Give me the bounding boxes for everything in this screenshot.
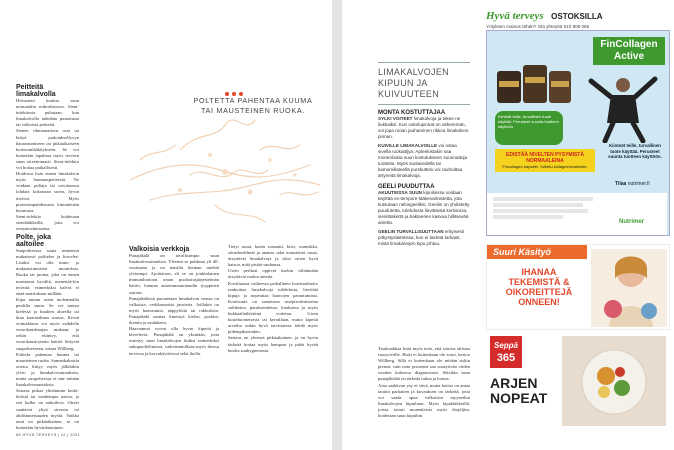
nutrimer-logo: Nutrimer xyxy=(619,219,645,225)
seppa-title-line: NOPEAT xyxy=(490,390,548,406)
suuri-line: OIKOREITTEJÄ xyxy=(505,287,573,297)
fin-order-url[interactable]: nutrimer.fi xyxy=(627,181,650,187)
paragraph: Aina saakkvan ysy ei sitvä, mutta hoitoa on antaa tautiin parhaiten ja kuvauksen on tärkeää, jotta voi saada apua valkoisiin myyneihin limakalvojen kipuiluun. Myös kipulääkkeillä, joissa toimii monenlaisia myös ihojäljiin, hoidetaan suun kipuihin. xyxy=(378,382,470,419)
paragraph: Punajäkälä on tavallisimpia suun limakalvosairauksia. Yleensä se puhkeaa yli 40-vuotiaana ja on naisilla hieman miehiä yleisempi. Ajoittaisen, eli se on jonkinlainen immunihoitoon oman puolustusjärjestelmän häiriö, hieman autoimmuunitaudin tyyppinen sairaus. xyxy=(129,253,219,295)
paragraph: Sieni-infektio hoidetaan sienilääkkeillä, joita voi reseptivalmisteina. xyxy=(16,213,79,231)
fincollagen-ad[interactable] xyxy=(486,30,670,236)
suuri-headline xyxy=(493,267,585,307)
sidebar-title: LIMAKALVOJEN KIPUUN JA KUIVUUTEEN xyxy=(378,67,449,99)
suuri-line: ONNEEN! xyxy=(518,297,560,307)
lead-text: AKUUTEISSA SUUN xyxy=(378,190,422,195)
paragraph: Tautitaakkaa lisää myös tieto, että sairaus altistaa suusyövälle. Riski ei kuitenkaan ole suuri, kertoo Willberg. Sillä ei kuitenkaan ole mitään riskin piensä: vain noin prosentti saa suusyövän viiden vuoden kuluessa diagnoosista. Siksikin suun punajäkälää on tärkeää tutkia ja hoitaa. xyxy=(378,346,470,382)
column-2 xyxy=(129,246,219,357)
right-text-column xyxy=(378,346,470,419)
suuri-logo: Suuri Käsityö xyxy=(487,245,587,259)
fin-side-text: Kiinteät teille, turvallinen tuote käyttää. Perusteet suunta tuotteen käyttöön. xyxy=(608,143,662,160)
seppa-logo-line2: 365 xyxy=(496,352,516,364)
paragraph: Sienen rihmamaisten osat tai bittyä pudotuksellyvyn haurastumiseen tai pitkäaikaiseen kortisonilääkitykseen. Se voi kuitenkin tapahtua myös terveen suun oireettomasti. Sieni-infektio voi hoitaa paikallisesti. xyxy=(16,128,79,171)
sidebar-paragraph xyxy=(378,229,470,247)
paragraph: Tietyt ruuat, kuten tomaatti, kiivi, mansikka, sitrushedelmät ja ananas sekä mausteiset ruuat, ärsyttävät limakalvoja ja siksi oirien hyvä katsoa, mitä pistää suuhunsa. xyxy=(228,244,318,268)
fin-info-line xyxy=(493,203,583,207)
sidebar-text: erityisesti pitkystyslaitteissa, kun ei tiedetä tarkasti, mistä limakalvojen kipu johtuu. xyxy=(378,229,465,246)
jar-label xyxy=(525,77,545,83)
product-jar xyxy=(523,65,547,103)
paragraph: Suupoltteessa suuta nimenssä mukaisesti polttelee ja kirvelee. Lisäksi voi olla tunto- ja makuaistimusten muutoksia. Ruoka tai juoma, joka on ennen maistunut hyvältä, menettää-kin terävää: esimerkiksi kalvot ei enää maistukaan millään. xyxy=(16,248,79,296)
sidebar-text: limakalvoja ja tekee ne liukkaiksi. Kun voitelupinnat on vähemmän, voi jopa ruoan jauhaminen rikkoa limakalvon pinnan. xyxy=(378,116,469,139)
seppa-logo-line1: Seppä xyxy=(493,341,518,350)
sidebar-paragraph xyxy=(378,190,470,226)
pull-quote-line2: TAI MAUSTEINEN RUOKA. xyxy=(200,106,306,115)
lead-text: SYLKI VOITEET xyxy=(378,116,413,121)
sidebar-paragraph xyxy=(378,116,470,140)
woman-with-yarn-photo xyxy=(591,249,667,327)
ads-subtitle: Yrityksen mainos tähän? Ota yhteyttä 010 808 085 xyxy=(486,24,590,29)
fin-logo-line1: FinCollagen xyxy=(600,39,658,50)
paragraph: Kipu tuntuu usein molemmilla puolilla suuta. Se voi tuntua kielessä ja huulten alueella tai ikan kauttaaltaan suussa. Kivun voimakkuus voi myös vaihdella vuorokaudenajan mukaan; ja oekin esiintyy, että vuorokausirytmin häiriöt liittyvät suupoltteeseen, toteaa Willberg. xyxy=(16,296,79,351)
suuri-line: IHANAA xyxy=(521,267,557,277)
paragraph: Sairaus pitkaa yhtiäinmin keski-ikäisiä tai vanhempia naisia, ja sen kulku on aaltoileva. Oireet saattavat yltyä stressin tai ahdistuneisuuden myötä. Vaikka tauti on pitkäaikainen, se on kuitenkin hyvänlaatuinen. xyxy=(16,388,79,430)
fin-yellow-sub: Fincollagen kapselit. Tutkittu kollageenivalmiste. xyxy=(502,164,588,169)
fin-info-line xyxy=(493,215,563,219)
fin-bubble: Kiinteät teille, turvallinen tuote käyttää. Perusteet suunta tuotteen käyttöön. xyxy=(495,111,563,145)
heading-valkoisia: Valkoisia verkkoja xyxy=(129,246,190,253)
paragraph: Haavaumat voivat olla hyvin kipeitä ja kirveleviä. Punajäkälä on yksinään, joita esiintyy suun limakalvojen lisäksi esimerkiksi sukupuolielimissä, vatkeirmmillaan myös ihossa tervessa ja korvakäytävissä sekä iholla. xyxy=(129,326,219,356)
fin-yellow-box xyxy=(495,149,595,172)
ads-header xyxy=(486,6,666,29)
column-1 xyxy=(16,84,79,431)
column-3 xyxy=(228,244,318,354)
paragraph: Hoidossa lisäs ennen limakalvon myös harmaaspeiteestä. Ne voidaan poltaja tai tarvittaessa lohdata kokonaan usein, hyvin tiiviisti. Myös proteesinpuhdistusta kiinnitetään huomiota. xyxy=(16,171,79,213)
sidebar-text: voi ostaa sivellä ruokaöljyä. Apteekistakin saa monenlaisia suun kostutukseen suunnattuja tuotteita. Myös suolavedellä tai kamomillateellä purskuttelu voi rauhoittaa ärtyneitä limakalvoja. xyxy=(378,143,468,178)
paragraph: Sairaus on yleensä pitkäaikainen, ja on hyvin tärkeää hoitaa myös hampaat ja pitää hyvää huolta suuhygieniasta. xyxy=(228,335,318,353)
sidebar-text: kipuiloissa voidaan käyttää ex-tempore-lääkevalmistetta, jota kutsutaan nelosgeeliksi. Geeliin on yhdistetty puudutetta, tulehdusta lievittävää kortisonia, sienilääkettä ja bakteerien kasvua hillitsevää ainetta. xyxy=(378,190,470,225)
right-page xyxy=(342,0,674,450)
paragraph: Hiivasieni kuuluu suun normaaliin mikrobistoon. Sieni-infektiosta puhutaan, kun limakalvolla nähdään punottusta tai valkoisia peitteitä. xyxy=(16,98,79,128)
brand-logo: Hyvä terveys xyxy=(486,10,544,22)
fincollagen-logo xyxy=(593,37,665,65)
sidebar-paragraph xyxy=(378,143,470,179)
jar-label xyxy=(499,81,519,87)
fin-yellow-title: EDISTÄÄ NIVELTEN PYSYMISTÄ NORMAALEINA xyxy=(506,152,584,164)
suuri-line: TEKEMISTÄ & xyxy=(508,277,570,287)
lead-text: GEELIN TURVALLISUUTTAAN xyxy=(378,229,444,234)
fin-info-text xyxy=(493,197,593,219)
paragraph: Polttelu pahentaa kuuma tai mausteinen ruoka. Samankaltaisia oireita liittyy myös jälkihikin yleis- ja limakalvosairauksiin, mutta suupolteessa ei näe mitään limakalvomuutoksia. xyxy=(16,351,79,388)
product-jar xyxy=(497,71,521,103)
paragraph: Punajäkälässä puoutetaan limakalvon seassa on valkoisia, verkkomaisia juosteita. Joillakin on myös haavaumia, näppylöitä tai rakkuloita. Punajäkälä saattaa ilmestyä kielen, poskiin, ikeniin ja suulakeen. xyxy=(129,295,219,326)
seppa-title-line: ARJEN xyxy=(490,375,538,391)
fin-info-strip xyxy=(487,193,667,235)
fin-order-label: Tilaa xyxy=(615,181,627,187)
sidebar-heading: GEELI PUUDUTTAA xyxy=(378,184,435,190)
heading-peitteita: Peitteitä limakalvolla xyxy=(16,84,56,98)
left-page xyxy=(0,0,332,450)
sidebar-rule xyxy=(378,104,470,105)
lead-text: KUIVILLE LIMAKALVOILLE xyxy=(378,143,438,148)
seppa-365-ad[interactable] xyxy=(486,334,668,430)
product-jar xyxy=(549,71,571,103)
jar-label xyxy=(551,81,569,87)
sidebar-heading: MONTA KOSTUTTAJAA xyxy=(378,110,446,116)
sidebar-top-rule xyxy=(378,62,470,63)
sidebar-box xyxy=(378,62,470,247)
suuri-kasityo-ad[interactable] xyxy=(486,244,670,330)
seppa-title xyxy=(490,376,547,406)
fin-logo-line2: Active xyxy=(613,51,644,62)
seppa-logo xyxy=(490,336,522,368)
fin-info-line xyxy=(493,209,588,213)
page-footer: 66 HYVÄ TERVEYS | 12 | 2021 xyxy=(16,432,81,437)
athlete-figure xyxy=(583,73,663,143)
paragraph: Usein perlinat oppivat itsekin välttämään ärsyttäviä ruokia aineita. xyxy=(228,268,318,280)
mouth-flame-illustration xyxy=(120,110,332,230)
ads-title: OSTOKSILLA xyxy=(551,12,603,21)
fin-order[interactable] xyxy=(615,181,650,187)
pull-quote-line1: POLTETTA PAHENTAA KUUMA xyxy=(193,96,313,105)
food-photo xyxy=(562,336,666,426)
paragraph: Kivuliaassa vaiheessa paikallinen kortisonihoito rauhoittaa limakalvoja tulehdusta, lievittää kipuja ja nopeuttaa haavojen parantumista. Kortisonia on saatavana reseptivalmisteina suihkeina, puruksentteina, liuoksena ja myös bukkaalitablettinä voiteina. Usein kuuriluonteisesta tai kerrallaan, mutta kipeitä arvailta onkin hyvä tarvittaessa tehdä myös pidempikaistakin. xyxy=(228,280,318,335)
fin-info-line xyxy=(493,197,593,201)
heading-polte: Polte, joka aaltoilee xyxy=(16,234,52,249)
